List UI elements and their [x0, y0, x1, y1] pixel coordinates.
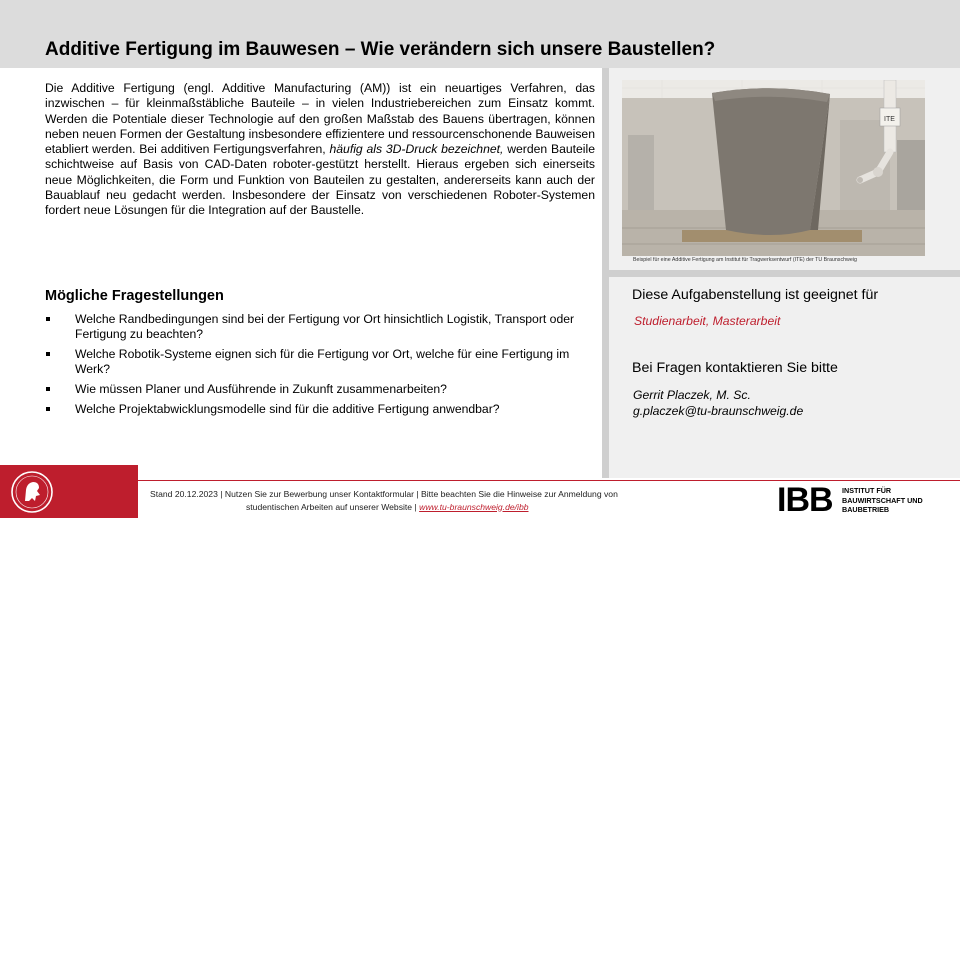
- question-item: [45, 347, 590, 377]
- footer-text-line2-wrap: [150, 501, 750, 514]
- image-caption: Beispiel für eine Additive Fertigung am Institut für Tragwerksentwurf (ITE) der TU Braunschweig: [633, 257, 857, 263]
- footer-text-line1: Stand 20.12.2023 | Nutzen Sie zur Bewerbung unser Kontaktformular | Bitte beachten Sie die Hinweise zur Anmeldung von: [150, 489, 618, 499]
- tu-logo-text: [60, 940, 125, 973]
- intro-text-part2: werden Bauteile schichtweise auf Basis von CAD-Daten roboter-gestützt herstellt. Hieraus ergeben sich einerseits neue Möglichkeiten, die Form und Funktion von Bauteilen zu gestalten, andererseits kann auch der Bauablauf neu gedacht werden. Insbesondere der Einsatz von verschiedenen Roboter-Systemen fordert neue Lösungen für die Integration auf der Baustelle.: [45, 142, 595, 218]
- ibb-subtitle-line: INSTITUT FÜR: [842, 486, 892, 495]
- question-text: Welche Projektabwicklungsmodelle sind für die additive Fertigung anwendbar?: [75, 402, 500, 416]
- question-item: [45, 382, 590, 397]
- bullet-icon: [46, 352, 50, 356]
- bullet-icon: [46, 387, 50, 391]
- question-text: Wie müssen Planer und Ausführende in Zukunft zusammenarbeiten?: [75, 382, 447, 396]
- contact-label: Bei Fragen kontaktieren Sie bitte: [632, 360, 838, 376]
- footer-text: [150, 488, 750, 513]
- additive-manufacturing-photo: [622, 80, 925, 256]
- ibb-subtitle-line: BAUWIRTSCHAFT UND: [842, 495, 923, 505]
- ibb-logo-subtitle: [842, 486, 923, 515]
- suitability-value: Studienarbeit, Masterarbeit: [634, 314, 781, 328]
- bullet-icon: [46, 317, 50, 321]
- question-text: Welche Randbedingungen sind bei der Fertigung vor Ort hinsichtlich Logistik, Transport oder Fertigung zu beachten?: [75, 312, 575, 341]
- intro-paragraph: [45, 81, 595, 219]
- tu-braunschweig-logo: [0, 465, 138, 973]
- tu-logo-line: Braunschweig: [60, 962, 125, 973]
- question-item: [45, 402, 590, 417]
- page-title: Additive Fertigung im Bauwesen – Wie verändern sich unsere Baustellen?: [45, 39, 716, 60]
- questions-list: [45, 312, 590, 422]
- footer-divider: [138, 480, 960, 481]
- ibb-logo: IBB: [777, 481, 833, 519]
- contact-email: g.placzek@tu-braunschweig.de: [633, 404, 804, 418]
- machine-label: ITE: [884, 116, 895, 123]
- bullet-icon: [46, 407, 50, 411]
- tu-logo-line: Technische: [60, 940, 112, 951]
- questions-heading: Mögliche Fragestellungen: [45, 288, 224, 304]
- horizontal-divider: [609, 270, 960, 277]
- intro-text-emphasis: häufig als 3D-Druck bezeichnet,: [329, 142, 504, 157]
- ibb-subtitle-line: BAUBETRIEB: [842, 505, 890, 514]
- ibb-website-link[interactable]: www.tu-braunschweig.de/ibb: [419, 501, 529, 512]
- question-text: Welche Robotik-Systeme eignen sich für die Fertigung vor Ort, welche für eine Fertigung im Werk?: [75, 347, 570, 376]
- vertical-divider: [602, 68, 609, 478]
- tu-logo-line: Universität: [60, 951, 110, 962]
- contact-name: Gerrit Placzek, M. Sc.: [633, 388, 751, 402]
- suitability-label: Diese Aufgabenstellung ist geeignet für: [632, 287, 879, 303]
- intro-text-part1: Die Additive Fertigung (engl. Additive Manufacturing (AM)) ist ein neuartiges Verfahren, das inzwischen – für kleinmaßstäbliche Bauteile – in vielen Industriebereichen zum Einsatz kommt. Werden die Potentiale dieser Technologie auf den großen Maßstab des Bauens übertragen, können neben neuen Formen der Gestaltung insbesondere effizientere und ressourcenschonende Bauweisen etabliert werden. Bei additiven Fertigungsverfahren,: [45, 81, 595, 157]
- lion-emblem-icon: [8, 468, 56, 516]
- footer-text-line2: studentischen Arbeiten auf unserer Website |: [246, 501, 420, 512]
- question-item: [45, 312, 590, 342]
